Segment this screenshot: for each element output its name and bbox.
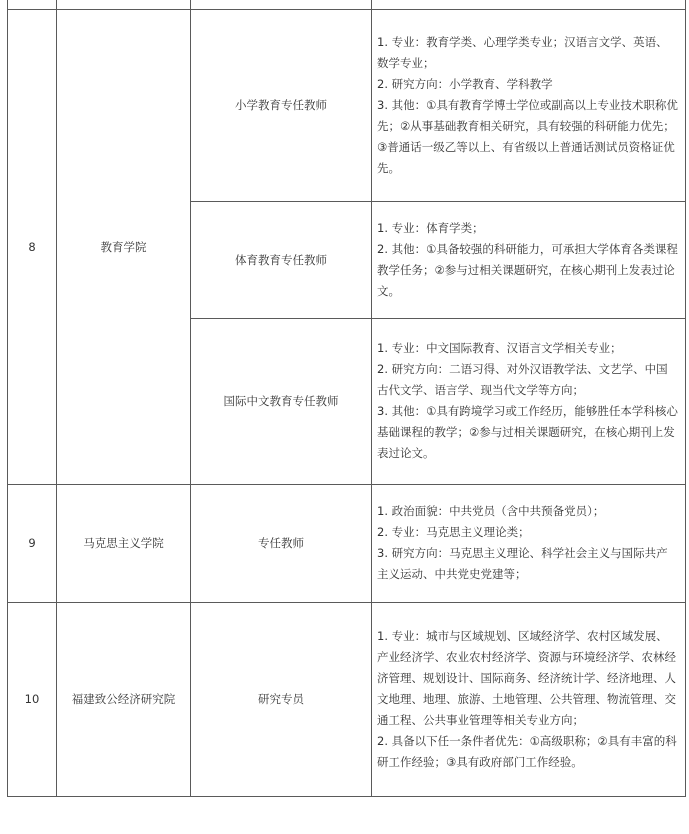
requirements-cell bbox=[372, 9, 686, 201]
requirement-line: 3. 其他：①具有教育学博士学位或副高以上专业技术职称优先；②从事基础教育相关研究，具有较强的科研能力优先；③普通话一级乙等以上、有省级以上普通话测试员资格证优先。 bbox=[377, 97, 678, 175]
requirement-line: 1. 专业：体育学类； bbox=[377, 220, 484, 235]
position-title: 小学教育专任教师 bbox=[191, 9, 372, 201]
row-number: 8 bbox=[8, 9, 57, 484]
table-cell bbox=[57, 0, 191, 9]
college-name: 教育学院 bbox=[57, 9, 191, 484]
college-name: 福建致公经济研究院 bbox=[57, 602, 191, 796]
requirement-line: 1. 专业：教育学类、心理学类专业；汉语言文学、英语、数学专业； bbox=[377, 34, 668, 70]
requirement-line: 2. 具备以下任一条件者优先：①高级职称；②具有丰富的科研工作经验；③具有政府部门工作经验。 bbox=[377, 733, 677, 769]
requirement-line: 2. 其他：①具备较强的科研能力，可承担大学体育各类课程教学任务；②参与过相关课题研究，在核心期刊上发表过论文。 bbox=[377, 241, 678, 298]
requirements-cell bbox=[372, 484, 686, 602]
requirement-line: 2. 研究方向：二语习得、对外汉语教学法、文艺学、中国古代文学、语言学、现当代文学等方向； bbox=[377, 362, 668, 397]
requirements-cell bbox=[372, 201, 686, 318]
requirement-line: 3. 研究方向：马克思主义理论、科学社会主义与国际共产主义运动、中共党史党建等； bbox=[377, 546, 668, 581]
requirement-line: 3. 其他：①具有跨境学习或工作经历，能够胜任本学科核心基础课程的教学；②参与过相关课题研究，在核心期刊上发表过论文。 bbox=[377, 404, 678, 460]
college-name: 马克思主义学院 bbox=[57, 484, 191, 602]
requirement-line: 2. 专业：马克思主义理论类； bbox=[377, 525, 530, 539]
requirement-line: 1. 专业：中文国际教育、汉语言文学相关专业； bbox=[377, 341, 622, 355]
table-cell bbox=[191, 0, 372, 9]
requirement-line: 1. 专业：城市与区域规划、区域经济学、农村区域发展、产业经济学、农业农村经济学、资源与环境经济学、农林经济管理、规划设计、国际商务、经济统计学、经济地理、人文地理、地理、旅游、土地管理、公共管理、物流管理、交通工程、公共事业管理等相关专业方向； bbox=[377, 628, 676, 727]
requirements-cell bbox=[372, 318, 686, 484]
requirement-line: 2. 研究方向：小学教育、学科教学 bbox=[377, 76, 553, 91]
position-title: 体育教育专任教师 bbox=[191, 201, 372, 318]
position-title: 研究专员 bbox=[191, 602, 372, 796]
recruitment-table bbox=[7, 0, 686, 797]
table-row bbox=[8, 9, 686, 201]
requirements-cell bbox=[372, 602, 686, 796]
table-cell bbox=[372, 0, 686, 9]
row-number: 10 bbox=[8, 602, 57, 796]
table-row bbox=[8, 0, 686, 9]
position-title: 专任教师 bbox=[191, 484, 372, 602]
requirement-line: 1. 政治面貌：中共党员（含中共预备党员）； bbox=[377, 504, 605, 518]
table-cell bbox=[8, 0, 57, 9]
row-number: 9 bbox=[8, 484, 57, 602]
table-row bbox=[8, 602, 686, 796]
position-title: 国际中文教育专任教师 bbox=[191, 318, 372, 484]
table-row bbox=[8, 484, 686, 602]
